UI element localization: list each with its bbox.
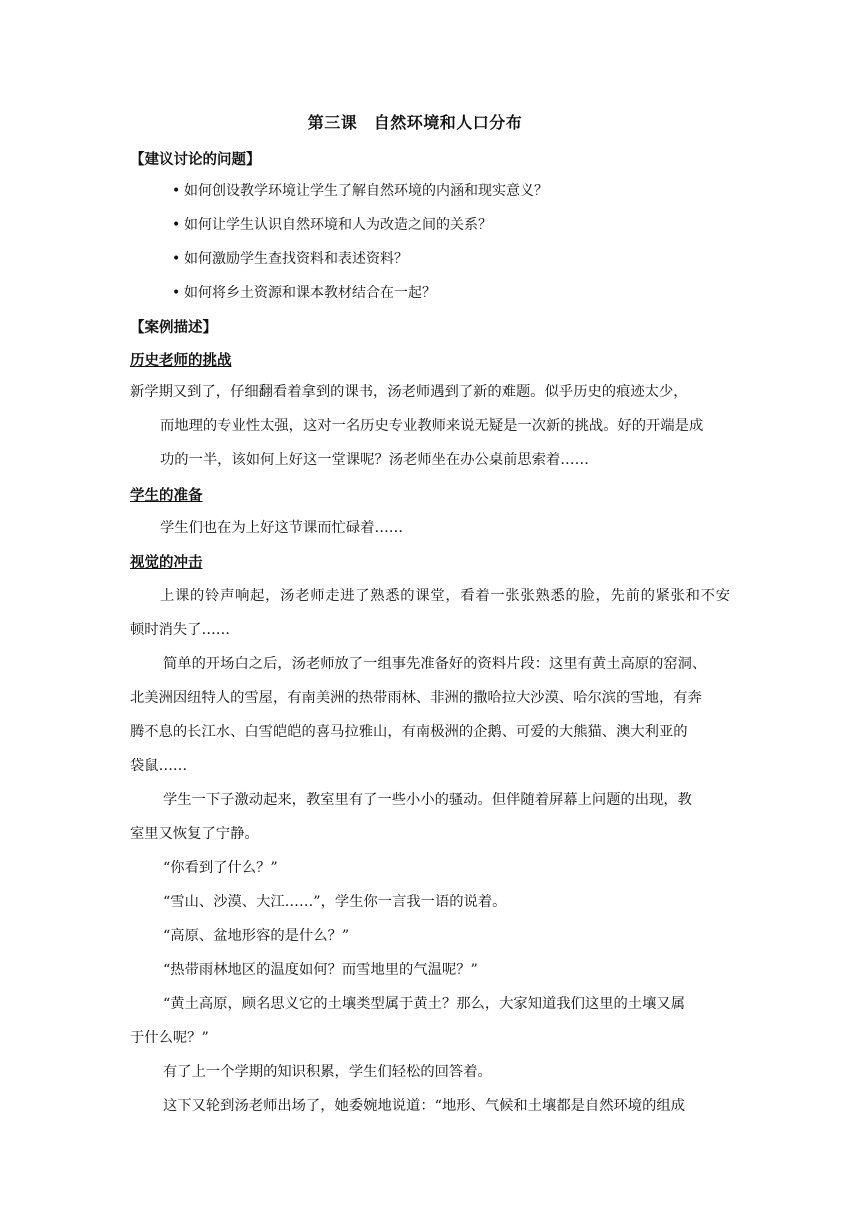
case-heading: 【案例描述】 [130,320,217,336]
question-text: 如何将乡土资源和课本教材结合在一起？ [184,285,436,301]
dialogue-line: “雪山、沙漠、大江……”，学生你一言我一语的说着。 [163,894,507,910]
paragraph-line: 而地理的专业性太强，这对一名历史专业教师来说无疑是一次新的挑战。好的开端是成 [160,418,704,434]
bullet-icon: • [172,183,181,199]
paragraph-line: 功的一半，该如何上好这一堂课呢？汤老师坐在办公桌前思索着…… [160,452,589,468]
subheading-history-teacher: 历史老师的挑战 [130,353,232,369]
paragraph-line: 上课的铃声响起，汤老师走进了熟悉的课堂，看着一张张熟悉的脸，先前的紧张和不安 [160,588,730,604]
dialogue-line: “黄土高原，顾名思义它的土壤类型属于黄土？那么，大家知道我们这里的土壤又属 [163,996,685,1012]
subheading-visual-impact: 视觉的冲击 [130,555,203,571]
bullet-icon: • [172,251,181,267]
paragraph-line: 室里又恢复了宁静。 [130,826,259,842]
question-item [172,282,436,302]
paragraph-line: 简单的开场白之后，汤老师放了一组事先准备好的资料片段：这里有黄土高原的窑洞、 [163,656,707,672]
question-text: 如何激励学生查找资料和表述资料？ [184,251,408,267]
paragraph-line: 腾不息的长江水、白雪皑皑的喜马拉雅山，有南极洲的企鹅、可爱的大熊猫、澳大利亚的 [130,724,688,740]
bullet-icon: • [172,217,181,233]
paragraph-line: 新学期又到了，仔细翻看着拿到的课书，汤老师遇到了新的难题。似乎历史的痕迹太少， [130,384,688,400]
paragraph-line: 学生一下子激动起来，教室里有了一些小小的骚动。但伴随着屏幕上问题的出现，教 [163,792,692,808]
question-text: 如何让学生认识自然环境和人为改造之间的关系？ [184,217,492,233]
dialogue-line: “热带雨林地区的温度如何？而雪地里的气温呢？” [163,962,478,978]
page-title: 第三课 自然环境和人口分布 [307,113,523,132]
dialogue-line: “你看到了什么？” [163,860,278,876]
question-item [172,180,548,200]
dialogue-line: 于什么呢？” [130,1030,209,1046]
discussion-heading: 【建议讨论的问题】 [130,152,261,168]
question-item [172,248,408,268]
question-item [172,214,492,234]
question-text: 如何创设教学环境让学生了解自然环境的内涵和现实意义？ [184,183,548,199]
dialogue-line: “高原、盆地形容的是什么？” [163,928,350,944]
paragraph-line: 学生们也在为上好这节课而忙碌着…… [160,520,404,536]
bullet-icon: • [172,285,181,301]
paragraph-line: 袋鼠…… [130,758,188,774]
paragraph-line: 顿时消失了…… [130,622,231,638]
paragraph-line: 这下又轮到汤老师出场了，她委婉地说道：“地形、气候和土壤都是自然环境的组成 [163,1098,685,1114]
paragraph-line: 有了上一个学期的知识积累，学生们轻松的回答着。 [163,1064,492,1080]
paragraph-line: 北美洲因纽特人的雪屋，有南美洲的热带雨林、非洲的撒哈拉大沙漠、哈尔滨的雪地，有奔 [130,690,702,706]
subheading-student-prep: 学生的准备 [130,488,203,504]
